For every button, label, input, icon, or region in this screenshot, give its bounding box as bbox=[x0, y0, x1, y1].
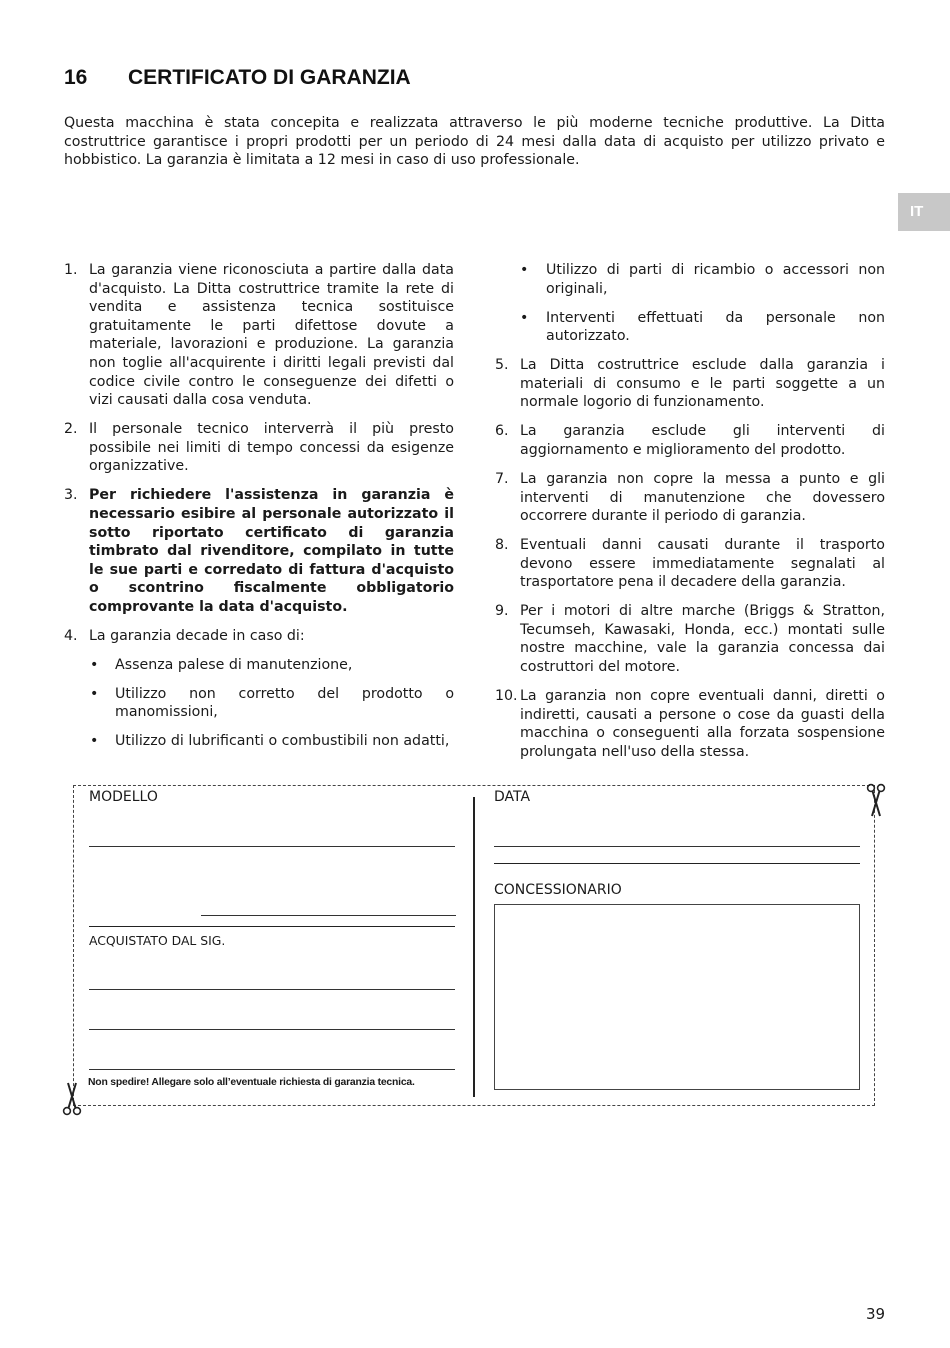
bullet-item: • Interventi effettuati da personale non autorizzato. bbox=[520, 309, 885, 345]
dealer-label: CONCESSIONARIO bbox=[494, 882, 622, 898]
bullet-icon: • bbox=[90, 685, 99, 702]
buyer-field-line[interactable] bbox=[89, 1029, 455, 1030]
bullet-item: • Utilizzo di lubrificanti o combustibili non adatti, bbox=[90, 733, 450, 750]
model-field-line[interactable] bbox=[201, 915, 456, 916]
bullet-icon: • bbox=[90, 656, 99, 673]
section-rule bbox=[494, 863, 860, 864]
bullet-item: • Utilizzo di parti di ricambio o accessori non originali, bbox=[520, 262, 885, 297]
model-label: MODELLO bbox=[89, 789, 158, 805]
buyer-field-line[interactable] bbox=[89, 1069, 455, 1070]
bullet-icon: • bbox=[520, 262, 529, 278]
dealer-stamp-box[interactable] bbox=[494, 904, 860, 1090]
bullet-item: • Utilizzo non corretto del prodotto o manomissioni, bbox=[90, 685, 454, 721]
date-label: DATA bbox=[494, 789, 531, 805]
buyer-label: ACQUISTATO DAL SIG. bbox=[89, 933, 226, 948]
list-item: 4. La garanzia decade in caso di: bbox=[64, 627, 305, 644]
list-item: 10. La garanzia non copre eventuali danni, diretti o indiretti, causati a persone o cose da guasti della macchina o conseguenti alla forzata sospensione prolungata nell'uso della stessa. bbox=[495, 688, 885, 760]
section-number: 16 bbox=[64, 66, 88, 89]
section-rule bbox=[89, 926, 455, 927]
list-item: 3. Per richiedere l'assistenza in garanzia è necessario esibire al personale autorizzato il sotto riportato certificato di garanzia timbrato dal rivenditore, compilato in tutte le sue parti e corredato di fattura d'acquisto o scontrino fiscalmente obbligatorio comprovante la data d'acquisto. bbox=[64, 487, 454, 615]
list-item: 2. Il personale tecnico interverrà il più presto possibile nei limiti di tempo concessi da esigenze organizzative. bbox=[64, 421, 454, 475]
bullet-icon: • bbox=[90, 733, 99, 750]
list-item: 6. La garanzia esclude gli interventi di aggiornamento e miglioramento del prodotto. bbox=[495, 423, 885, 458]
scissors-icon bbox=[866, 783, 886, 819]
scissors-icon bbox=[62, 1080, 82, 1116]
list-item: 5. La Ditta costruttrice esclude dalla garanzia i materiali di consumo e le parti soggette a un normale logorio di funzionamento. bbox=[495, 357, 885, 411]
buyer-field-line[interactable] bbox=[89, 989, 455, 990]
list-item: 9. Per i motori di altre marche (Briggs & Stratton, Tecumseh, Kawasaki, Honda, ecc.) montati sulle nostre macchine, vale la garanzia concessa dai costruttori del motore. bbox=[495, 603, 885, 676]
section-heading bbox=[64, 66, 411, 90]
certificate-divider bbox=[473, 797, 475, 1097]
certificate-note: Non spedire! Allegare solo all’eventuale richiesta di garanzia tecnica. bbox=[88, 1077, 415, 1088]
warranty-terms-left-column bbox=[64, 261, 454, 761]
intro-paragraph: Questa macchina è stata concepita e realizzata attraverso le più moderne tecniche produttive. La Ditta costruttrice garantisce i propri prodotti per un periodo di 24 mesi dalla data di acquisto per utilizzo privato e hobbistico. La garanzia è limitata a 12 mesi in caso di uso professionale. bbox=[64, 115, 885, 169]
section-title: CERTIFICATO DI GARANZIA bbox=[128, 66, 411, 89]
list-item: 1. La garanzia viene riconosciuta a partire dalla data d'acquisto. La Ditta costruttrice tramite la rete di vendita e assistenza tecnica sostituisce gratuitamente le parti difettose dovute a materiale, lavorazioni e produzione. La garanzia non toglie all'acquirente i diritti legali previsti dal codice civile contro le conseguenze dei difetti o vizi causati dalla cosa venduta. bbox=[64, 262, 454, 409]
model-field-line[interactable] bbox=[89, 846, 455, 847]
date-field-line[interactable] bbox=[494, 846, 860, 847]
list-item: 8. Eventuali danni causati durante il trasporto devono essere immediatamente segnalati al trasportatore pena il decadere della garanzia. bbox=[495, 537, 885, 591]
page-number: 39 bbox=[866, 1305, 886, 1323]
bullet-icon: • bbox=[520, 309, 529, 326]
bullet-item: • Assenza palese di manutenzione, bbox=[90, 656, 353, 673]
list-item: 7. La garanzia non copre la messa a punto e gli interventi di manutenzione che dovessero occorrere durante il periodo di garanzia. bbox=[495, 470, 885, 525]
warranty-terms-right-column bbox=[495, 261, 885, 772]
language-tab: IT bbox=[898, 193, 950, 231]
